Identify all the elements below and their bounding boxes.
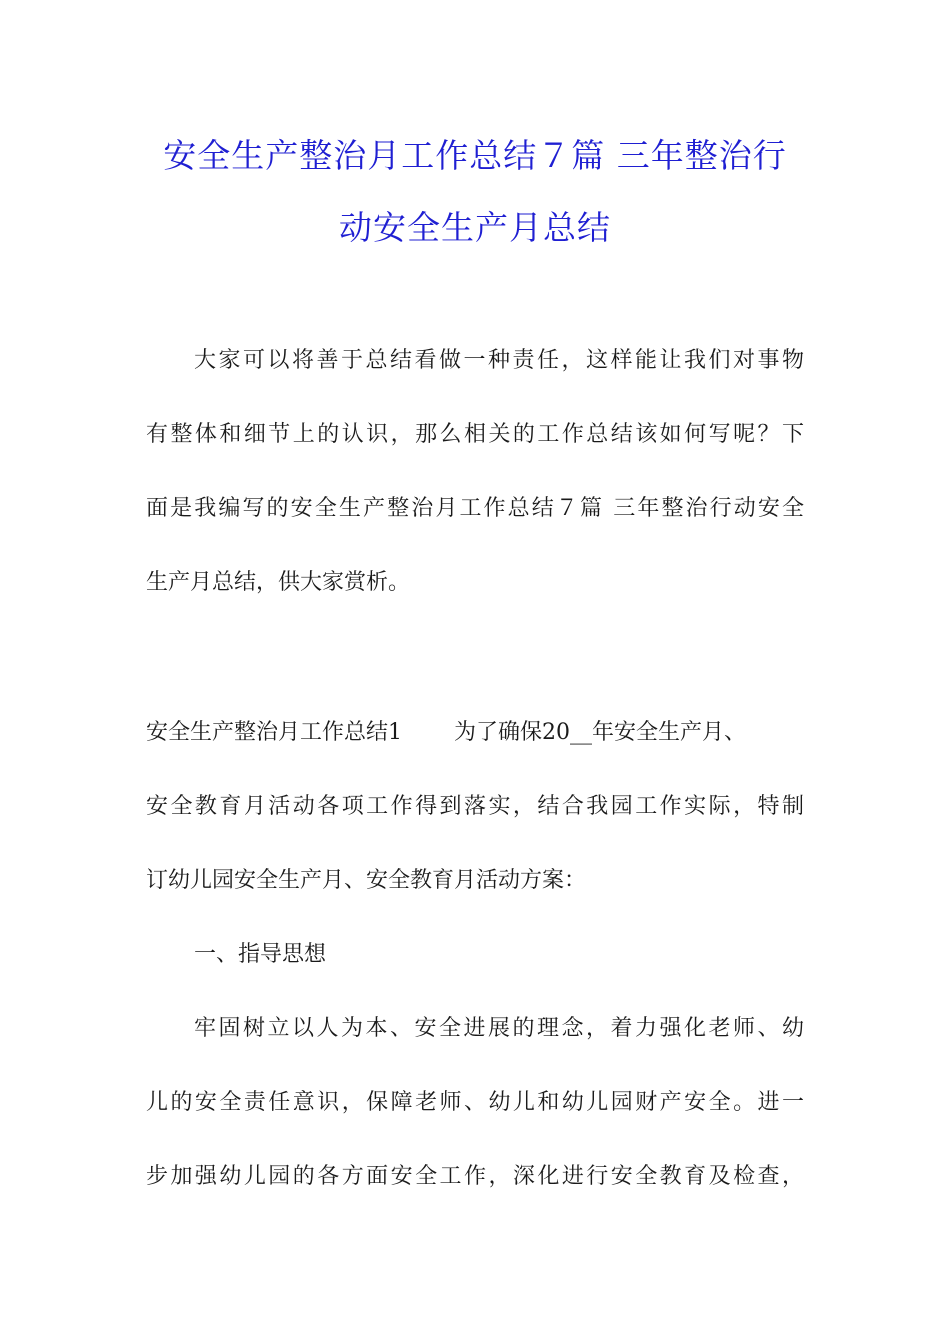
- section-1-para-line-2: 儿的安全责任意识，保障老师、幼儿和幼儿园财产安全。进一: [146, 1090, 804, 1115]
- intro-line-2: 有整体和细节上的认识，那么相关的工作总结该如何写呢？下: [146, 422, 804, 447]
- section-1-line-1-rest: 为了确保20__年安全生产月、: [454, 720, 746, 745]
- section-1-heading: 安全生产整治月工作总结1: [146, 720, 402, 745]
- section-1-line-2: 安全教育月活动各项工作得到落实，结合我园工作实际，特制: [146, 794, 804, 819]
- document-title-line-1: 安全生产整治月工作总结７篇 三年整治行: [163, 136, 787, 175]
- section-1-para-line-1: 牢固树立以人为本、安全进展的理念，着力强化老师、幼: [194, 1016, 804, 1041]
- section-1-para-line-3: 步加强幼儿园的各方面安全工作，深化进行安全教育及检查，: [146, 1164, 804, 1189]
- section-1-line-3: 订幼儿园安全生产月、安全教育月活动方案：: [146, 868, 587, 893]
- section-1-subheading: 一、指导思想: [194, 942, 327, 967]
- section-1-first-line: [146, 718, 746, 748]
- intro-line-4: 生产月总结，供大家赏析。: [146, 570, 411, 595]
- document-title-line-2: 动安全生产月总结: [339, 208, 611, 247]
- intro-line-1: 大家可以将善于总结看做一种责任，这样能让我们对事物: [194, 348, 804, 373]
- intro-line-3: 面是我编写的安全生产整治月工作总结７篇 三年整治行动安全: [146, 496, 804, 521]
